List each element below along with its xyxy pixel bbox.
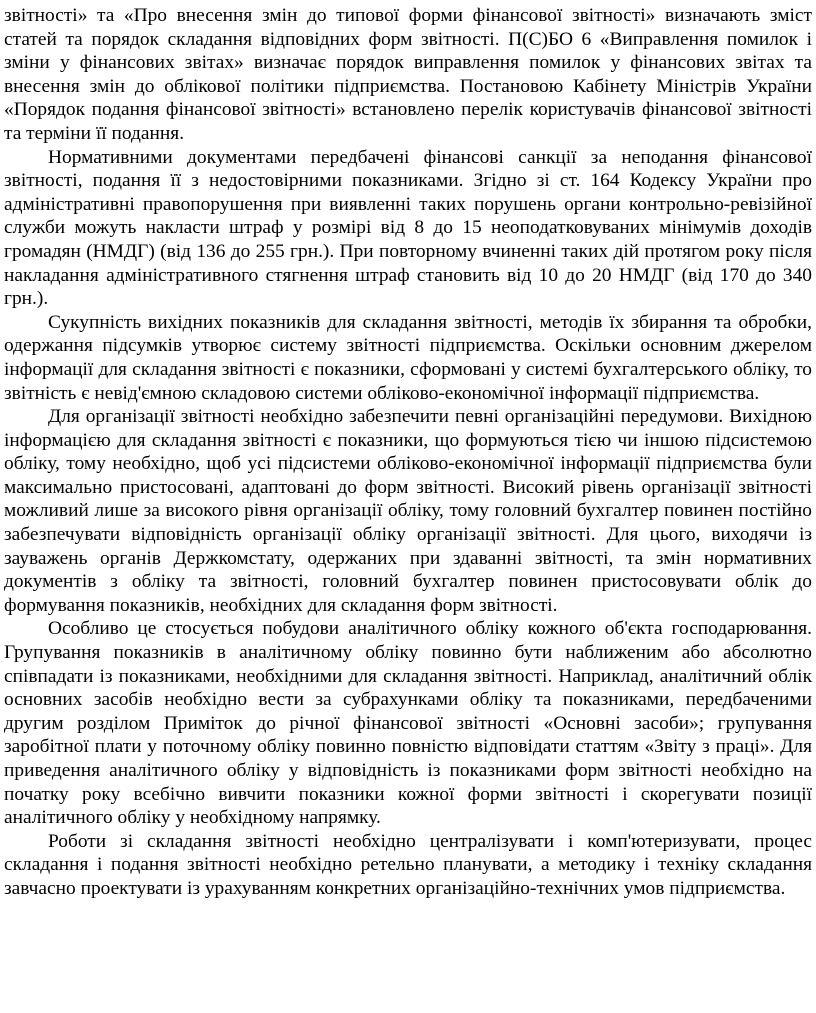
paragraph-6: Роботи зі складання звітності необхідно централізувати і комп'ютеризувати, процес складання і подання звітності необхідно ретельно планувати, а методику і техніку складання завчасно проектувати із урахуванням конкретних організаційно-технічних умов підприємства.: [4, 830, 812, 899]
paragraph-3: Сукупність вихідних показників для складання звітності, методів їх збирання та обробки, одержання підсумків утворює систему звітності підприємства. Оскільки основним джерелом інформації для складання звітності є показники, сформовані у системі бухгалтерського обліку, то звітність є невід'ємною складовою системи обліково-економічної інформації підприємства.: [4, 311, 812, 404]
paragraph-4: Для організації звітності необхідно забезпечити певні організаційні передумови. Вихідною інформацією для складання звітності є показники, що формуються тією чи іншою підсистемою обліку, тому необхідно, щоб усі підсистеми обліково-економічної інформації підприємства були максимально пристосовані, адаптовані до форм звітності. Високий рівень організації звітності можливий лише за високого рівня організації обліку, тому головний бухгалтер повинен постійно забезпечувати відповідність організації обліку організації звітності. Для цього, виходячи із зауважень органів Держкомстату, одержаних при здаванні звітності, та змін нормативних документів з обліку та звітності, головний бухгалтер повинен пристосовувати облік до формування показників, необхідних для складання форм звітності.: [4, 406, 812, 616]
paragraph-2: Нормативними документами передбачені фінансові санкції за неподання фінансової звітності, подання її з недостовірними показниками. Згідно зі ст. 164 Кодексу України про адміністративні правопорушення при виявленні таких порушень органи контрольно-ревізійної служби можуть накласти штраф у розмірі від 8 до 15 неоподатковуваних мінімумів доходів громадян (НМДГ) (від 136 до 255 грн.). При повторному вчиненні таких дій протягом року після накладання адміністративного стягнення штраф становить від 10 до 20 НМДГ (від 170 до 340 грн.).: [4, 146, 812, 310]
paragraph-5: Особливо це стосується побудови аналітичного обліку кожного об'єкта господарювання. Групування показників в аналітичному обліку повинно бути наближеним або абсолютно співпадати із показниками, необхідними для складання звітності. Наприклад, аналітичний облік основних засобів необхідно вести за субрахунками обліку та показниками, передбаченими другим розділом Приміток до річної фінансової звітності «Основні засоби»; групування заробітної плати у поточному обліку повинно повністю відповідати статтям «Звіту з праці». Для приведення аналітичного обліку у відповідність із показниками форм звітності необхідно на початку року всебічно вивчити показники кожної форми звітності і скорегувати позиції аналітичного обліку у необхідному напрямку.: [4, 618, 812, 829]
paragraph-1: звітності» та «Про внесення змін до типової форми фінансової звітності» визначають зміст статей та порядок складання відповідних форм звітності. П(С)БО 6 «Виправлення помилок і зміни у фінансових звітах» визначає порядок виправлення помилок у фінансових звітах та внесення змін до облікової політики підприємства. Постановою Кабінету Міністрів України «Порядок подання фінансової звітності» встановлено перелік користувачів фінансової звітності та терміни її подання.: [4, 5, 812, 144]
